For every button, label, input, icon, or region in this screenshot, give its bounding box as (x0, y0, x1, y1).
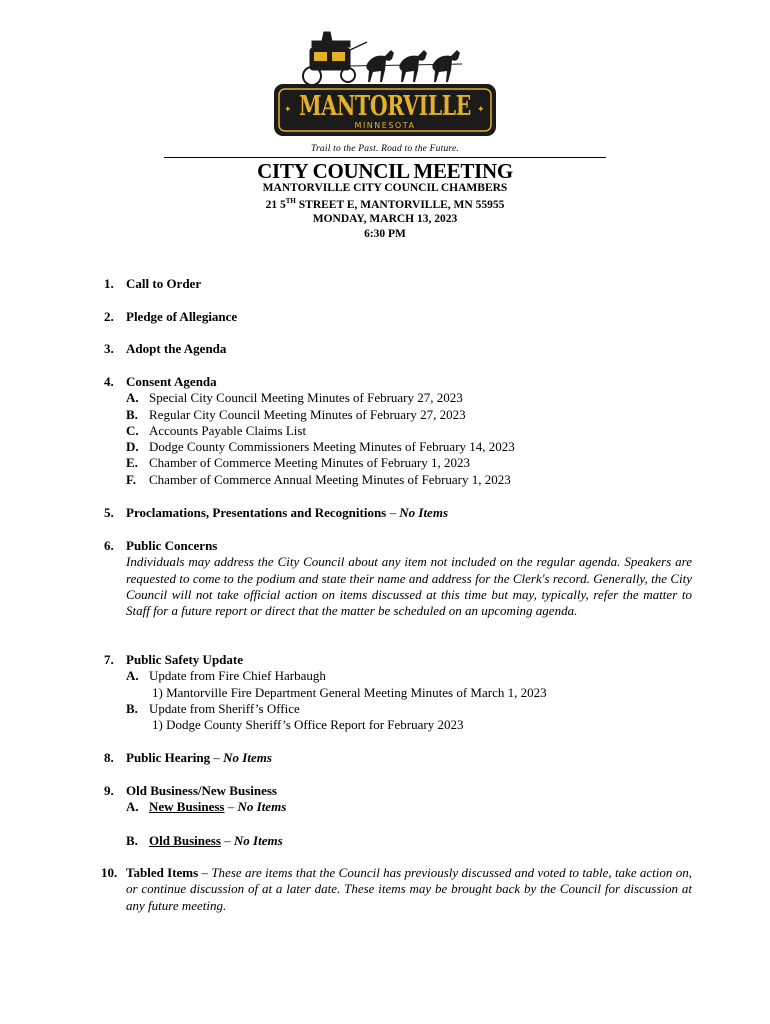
agenda-item-4: 4. Consent Agenda A. Special City Council Meeting Minutes of February 27, 2023 B. Regular City Council Meeting Minutes of February 27, 2023 C. Accounts Payable Claims List D. Dodge County Commissioners Meeting Minutes of February 14, 2023 E. Chamber of Commerce Meeting Minutes of February 1, 2023 F. Chamber of Commerce Annual Meeting Minutes of February 1, 2023 (104, 374, 704, 488)
agenda-item-2: 2. Pledge of Allegiance (104, 309, 238, 324)
tagline: Trail to the Past. Road to the Future. (311, 144, 459, 154)
agenda-item-7: 7. Public Safety Update A. Update from Fire Chief Harbaugh 1) Mantorville Fire Department General Meeting Minutes of March 1, 2023 B. Update from Sheriff’s Office 1) Dodge County Sheriff’s Office Report for February 2023 (104, 652, 547, 733)
consent-item: B. Regular City Council Meeting Minutes of February 27, 2023 (126, 406, 466, 422)
consent-item: A. Special City Council Meeting Minutes of February 27, 2023 (126, 390, 463, 406)
date-line: MONDAY, MARCH 13, 2023 (312, 213, 458, 225)
address-line: 21 5TH STREET E, MANTORVILLE, MN 55955 (265, 197, 505, 211)
logo-state: MINNESOTA (354, 121, 416, 130)
logo-name: MANTORVILLE (299, 91, 471, 122)
consent-item: C. Accounts Payable Claims List (126, 422, 307, 438)
chambers-line: MANTORVILLE CITY COUNCIL CHAMBERS (262, 182, 508, 194)
svg-text:✦: ✦ (477, 105, 485, 115)
agenda-item-3: 3. Adopt the Agenda (104, 341, 227, 356)
time-line: 6:30 PM (364, 228, 406, 240)
agenda-item-5: 5. Proclamations, Presentations and Recognitions – No Items (104, 505, 448, 520)
agenda-item-9: 9. Old Business/New Business A. New Business – No Items B. Old Business – No Items (104, 783, 287, 848)
horses-icon (366, 50, 460, 82)
page-title: CITY COUNCIL MEETING (257, 159, 513, 183)
agenda-item-1: 1. Call to Order (104, 276, 202, 291)
public-concerns-text: Individuals may address the City Council about any item not included on the regular agenda. Speakers are requested to come to the podium and state their name and address for the Clerk's record. Generally, the City Council will not take official action on items discussed at this time but may, typically, refer the matter to Staff for a future report or direct that the matter be scheduled on an upcoming agenda. (126, 554, 692, 619)
agenda-item-8: 8. Public Hearing – No Items (104, 750, 272, 765)
agenda-item-6: 6. Public Concerns Individuals may address the City Council about any item not included on the regular agenda. Speakers are requested to come to the podium and state their name and address for the Clerk's record. Generally, the City Council will not take official action on items discussed at this time but may, typically, refer the matter to Staff for a future report or direct that the matter be scheduled on an upcoming agenda. (104, 538, 692, 619)
agenda-item-10: 10. Tabled Items – These are items that the Council has previously discussed and voted to table, take action on, or continue discussion of at a later date. These items may be brought back by the Council for discussion at any future meeting. (101, 865, 692, 913)
header-rule (164, 157, 606, 158)
consent-item: D. Dodge County Commissioners Meeting Minutes of February 14, 2023 (126, 439, 515, 455)
consent-item: F. Chamber of Commerce Annual Meeting Minutes of February 1, 2023 (126, 471, 511, 487)
svg-text:✦: ✦ (284, 105, 292, 115)
consent-item: E. Chamber of Commerce Meeting Minutes of February 1, 2023 (126, 455, 470, 471)
mantorville-logo (272, 26, 498, 140)
